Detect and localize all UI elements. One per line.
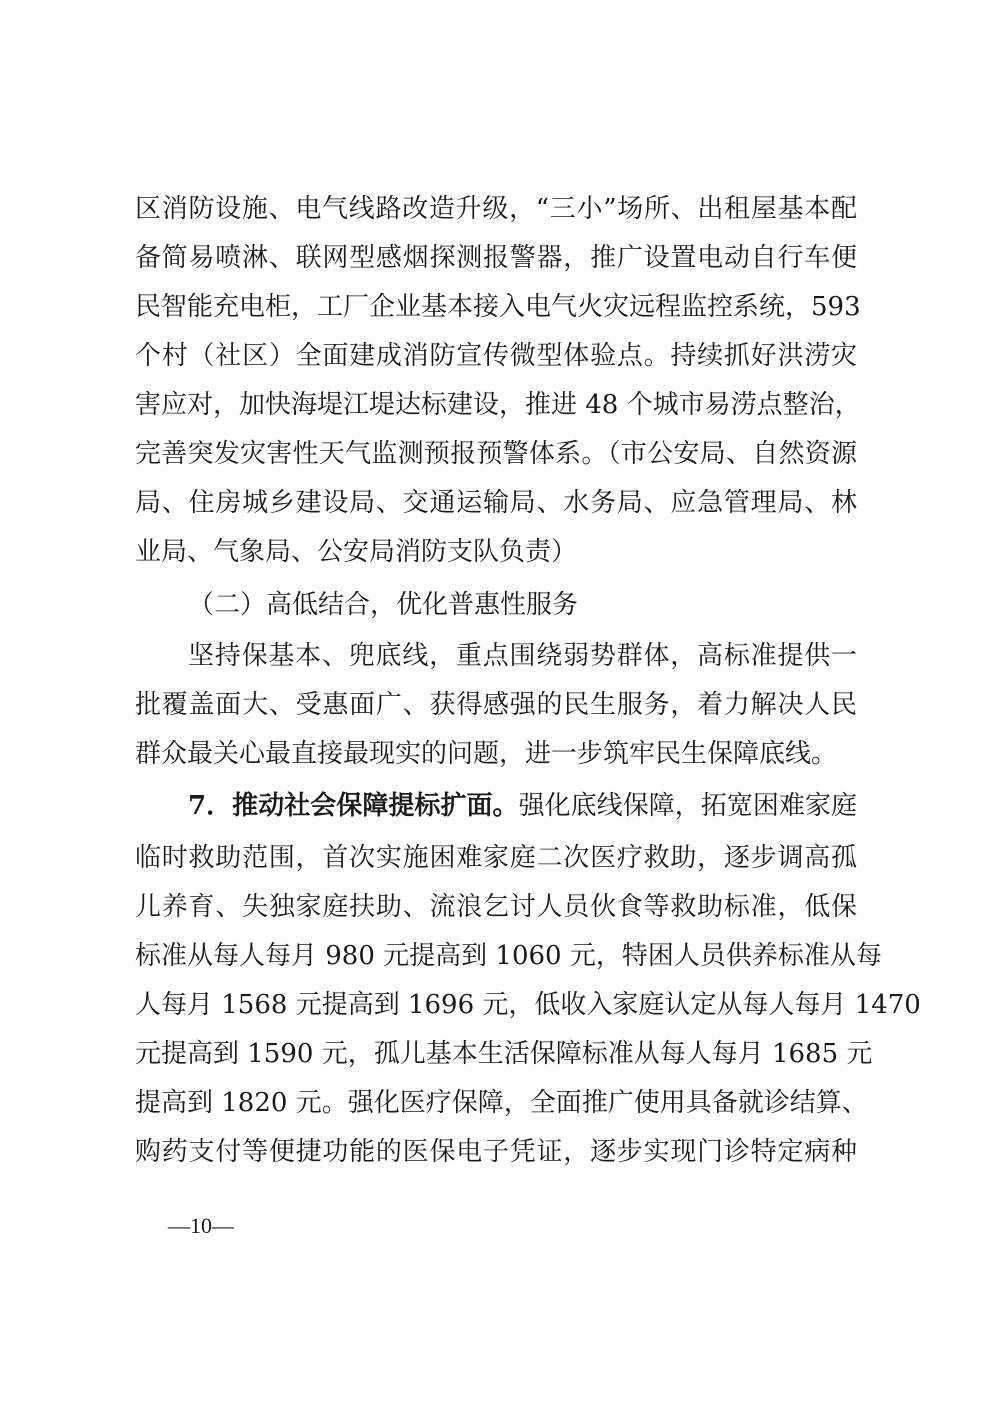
paragraph-line: 个村（社区）全面建成消防宣传微型体验点。持续抓好洪涝灾 <box>135 341 857 371</box>
paragraph-line: 民智能充电柜，工厂企业基本接入电气火灾远程监控系统，593 <box>135 292 861 322</box>
item-7-title: 7．推动社会保障提标扩面。 <box>188 791 519 821</box>
page-number: —10— <box>168 1213 234 1238</box>
paragraph-line: 临时救助范围，首次实施困难家庭二次医疗救助，逐步调高孤 <box>135 843 857 873</box>
paragraph-line: 批覆盖面大、受惠面广、获得感强的民生服务，着力解决人民 <box>135 690 857 720</box>
paragraph-line: 业局、气象局、公安局消防支队负责） <box>135 537 578 567</box>
paragraph-line: 群众最关心最直接最现实的问题，进一步筑牢民生保障底线。 <box>135 739 838 769</box>
paragraph-line: 坚持保基本、兜底线，重点围绕弱势群体，高标准提供一 <box>188 641 857 671</box>
item-7-text: 强化底线保障，拓宽困难家庭 <box>518 791 857 821</box>
paragraph-line: 标准从每人每月 980 元提高到 1060 元，特困人员供养标准从每 <box>135 941 882 971</box>
paragraph-line: 购药支付等便捷功能的医保电子凭证，逐步实现门诊特定病种 <box>135 1137 857 1167</box>
item-7-first-line <box>188 790 857 822</box>
paragraph-line: 害应对，加快海堤江堤达标建设，推进 48 个城市易涝点整治， <box>135 390 861 420</box>
paragraph-line: 提高到 1820 元。强化医疗保障，全面推广使用具备就诊结算、 <box>135 1088 868 1118</box>
paragraph-line: 儿养育、失独家庭扶助、流浪乞讨人员伙食等救助标准，低保 <box>135 892 857 922</box>
paragraph-line: 人每月 1568 元提高到 1696 元，低收入家庭认定从每人每月 1470 <box>135 990 921 1020</box>
paragraph-line: 完善突发灾害性天气监测预报预警体系。（市公安局、自然资源 <box>135 439 857 469</box>
paragraph-line: 局、住房城乡建设局、交通运输局、水务局、应急管理局、林 <box>135 488 857 518</box>
paragraph-line: 备简易喷淋、联网型感烟探测报警器，推广设置电动自行车便 <box>135 243 857 273</box>
paragraph-line: 区消防设施、电气线路改造升级，“三小”场所、出租屋基本配 <box>135 194 857 224</box>
paragraph-line: 元提高到 1590 元，孤儿基本生活保障标准从每人每月 1685 元 <box>135 1039 873 1069</box>
section-heading: （二）高低结合，优化普惠性服务 <box>188 590 579 620</box>
